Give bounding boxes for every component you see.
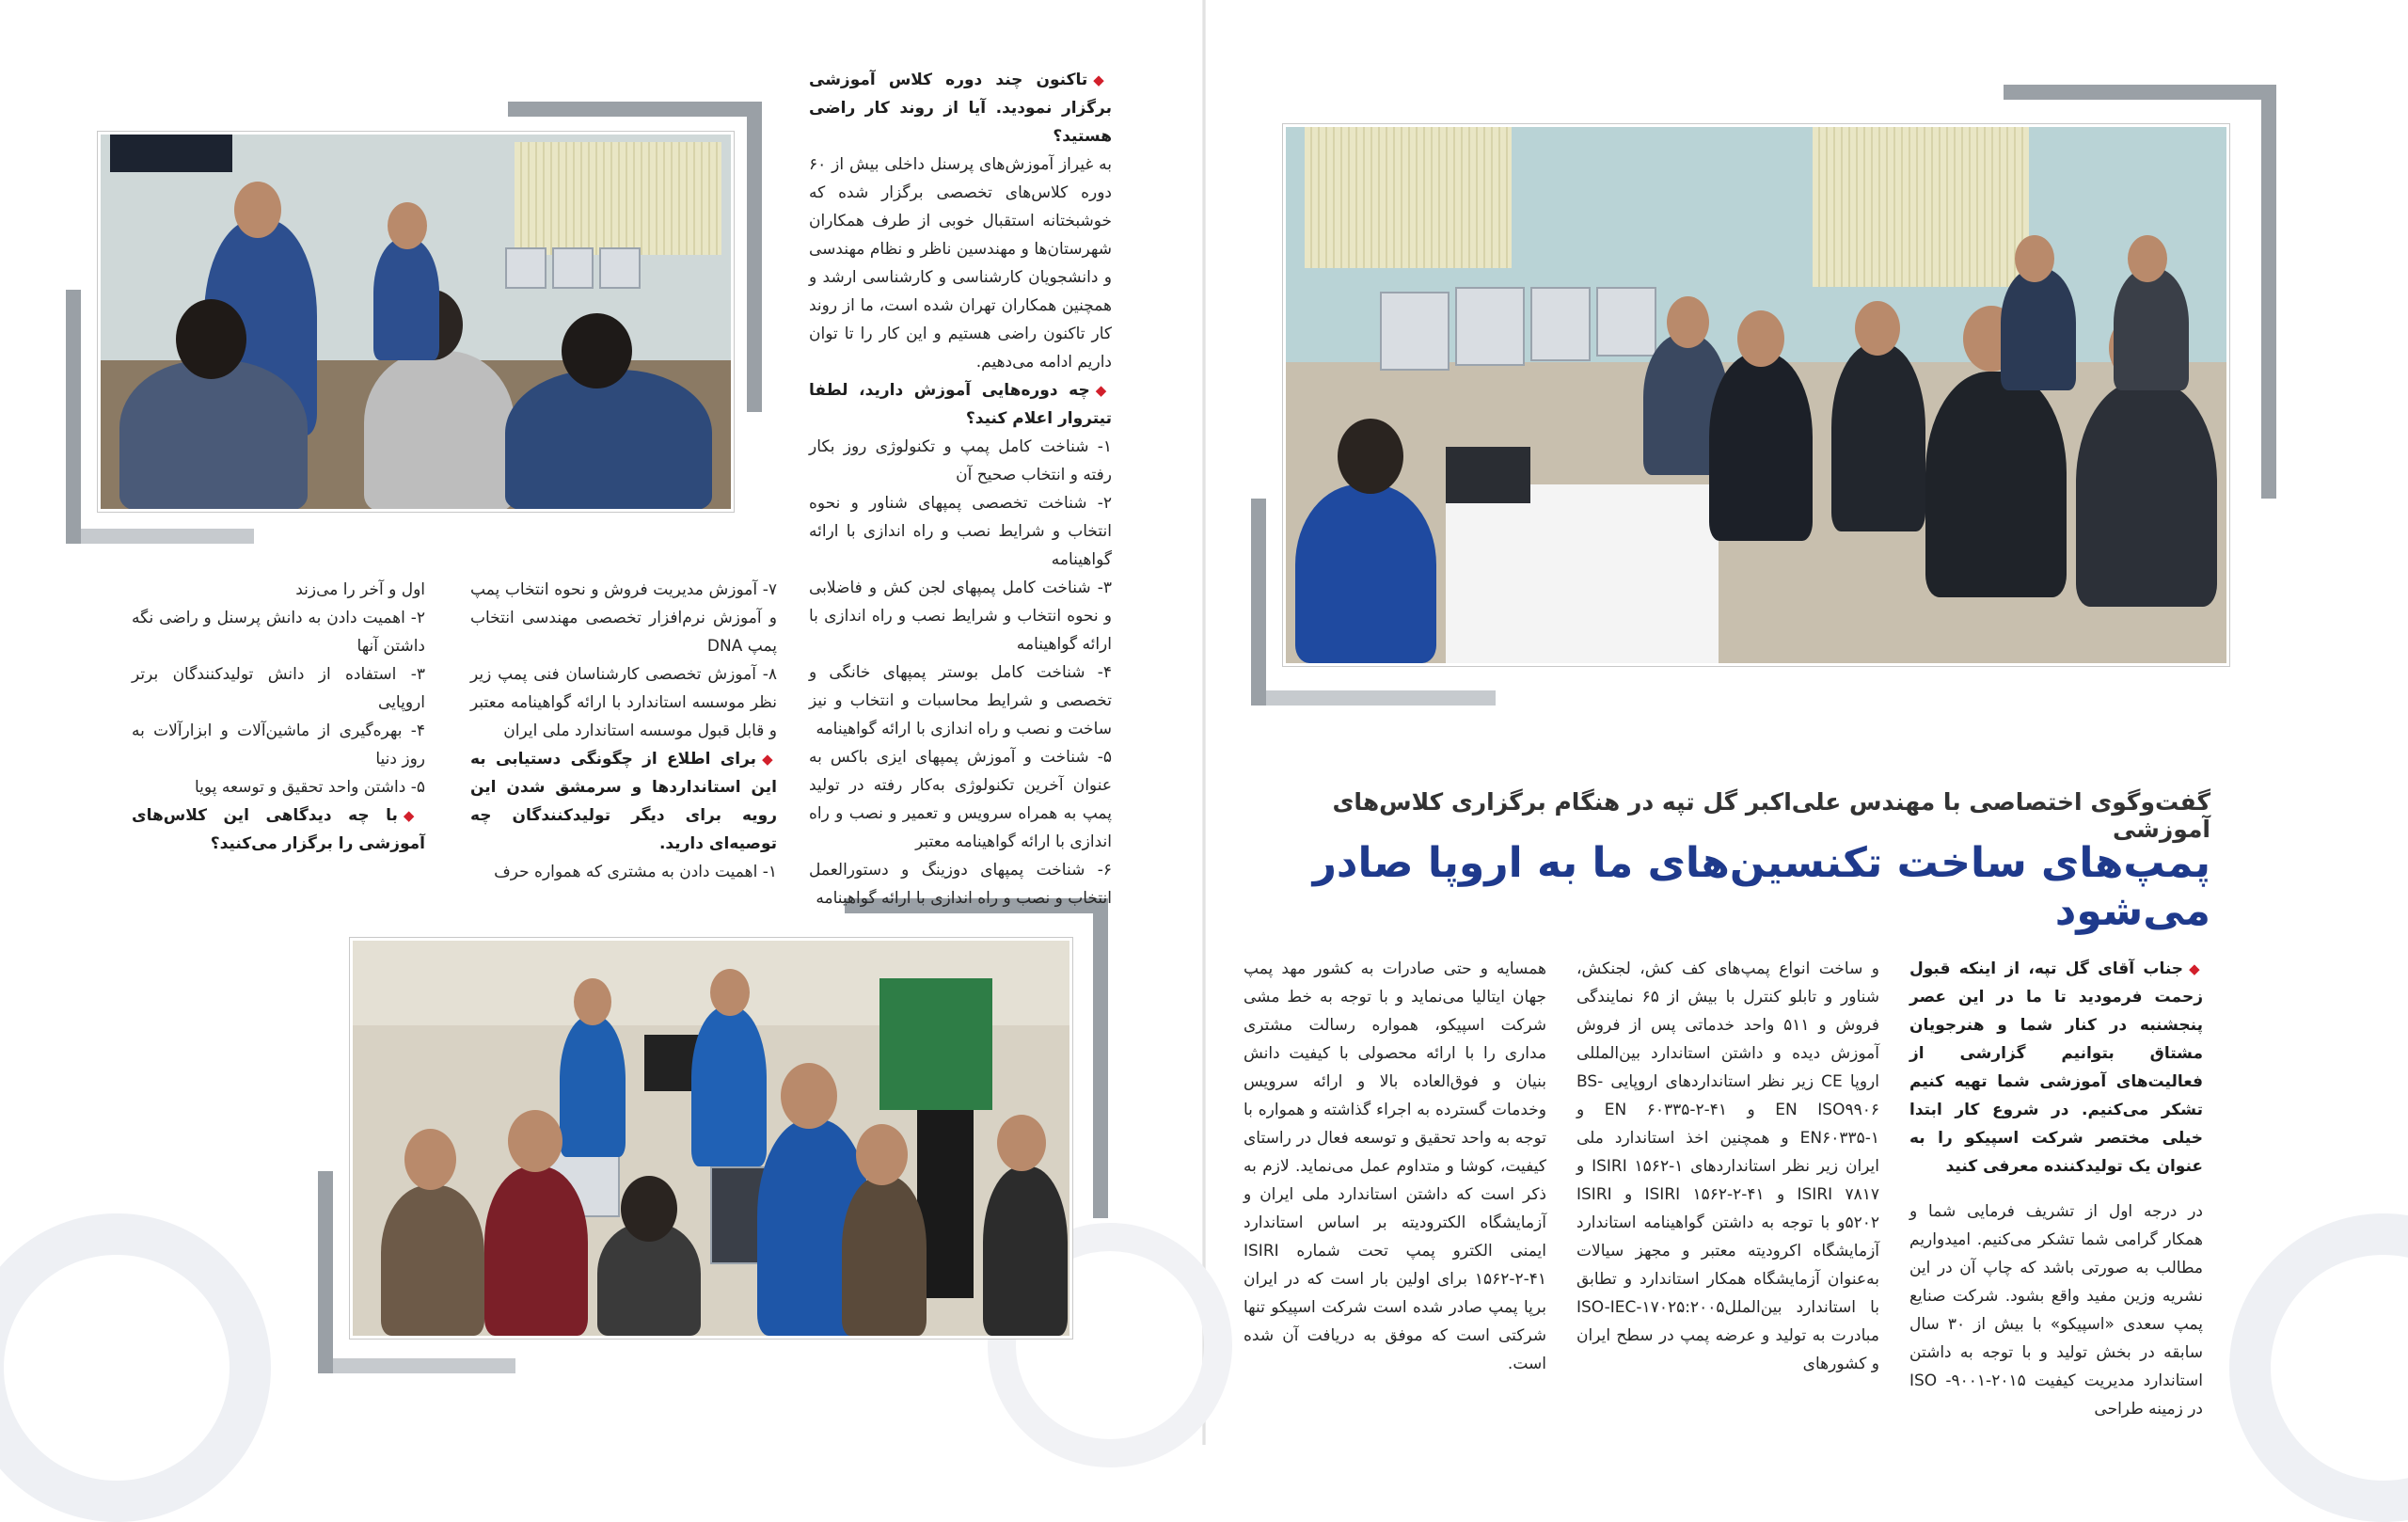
list-item: ۷- آموزش مدیریت فروش و نحوه انتخاب پمپ و آموزش نرم‌افزار تخصصی مهندسی انتخاب پمپ DNA — [470, 580, 777, 656]
list-item: ۱- شناخت کامل پمپ و تکنولوژی روز بکار رفته و انتخاب صحیح آن — [809, 437, 1112, 484]
answer-1: در درجه اول از تشریف فرمایی شما و همکار گرامی شما تشکر می‌کنیم. امیدواریم مطالب به صورتی باشد که چاپ آن در این نشریه وزین مفید واقع بشود. شرکت صنایع پمپ سعدی «اسپیکو» با بیش از ۳۰ سال سابقه در بخش تولید و با توجه به داشتن استاندارد مدیریت کیفیت ISO -۹۰۰۱-۲۰۱۵ در زمینه طراحی — [1909, 1202, 2204, 1419]
list-item: ۸- آموزش تخصصی کارشناسان فنی پمپ زیر نظر موسسه استاندارد با ارائه گواهینامه معتبر و قابل قبول موسسه استاندارد ملی ایران — [470, 665, 777, 740]
right-column-3: همسایه و حتی صادرات به کشور مهد پمپ جهان ایتالیا می‌نماید و با توجه به خط مشی شرکت اسپیکو، همواره رسالت مشتری مداری را با ارائه محصولی با کیفیت دانش بنیان و فوق‌العاده بالا و ارائه سرویس وخدمات گسترده به اجراء گذاشته و همواره با توجه به واحد تحقیق و توسعه فعال در راستای کیفیت، کوشا و متداوم عمل می‌نماید. لازم به ذکر است که داشتن استاندارد ملی ایران و آزمایشگاه الکترودیته بر اساس استاندارد ایمنی الکترو پمپ تحت شماره ISIRI ۱۵۶۲-۲-۴۱ برای اولین بار است که در ایران برپا پمپ صادر شده است شرکت اسپیکو تنها شرکتی است که موفق به دریافت آن شده است. — [1244, 959, 1546, 1373]
list-item: ۵- داشتن واحد تحقیق و توسعه پویا — [195, 778, 425, 797]
list-item: ۳- شناخت کامل پمپهای لجن کش و فاضلابی و نحوه انتخاب و شرایط نصب و راه اندازی با ارائه گواهینامه — [809, 579, 1112, 654]
article-headline: پمپ‌های ساخت تکنسین‌های ما به اروپا صادر می‌شود — [1312, 839, 2210, 935]
diamond-bullet-icon: ◆ — [403, 807, 425, 824]
photo-frame-2 — [1251, 85, 2276, 706]
list-item: ۳- استفاده از دانش تولیدکنندگان برتر اروپایی — [132, 665, 425, 712]
list-item: ۲- اهمیت دادن به دانش پرسنل و راضی نگه داشتن آنها — [132, 609, 425, 656]
left-column-a: ◆تاکنون چند دوره کلاس آموزشی برگزار نمودید. آیا از روند کار راضی هستید؟ به غیراز آموزش‌های پرسنل داخلی بیش از ۶۰ دوره کلاس‌های تخصصی برگزار شده که خوشبختانه استقبال خوبی از طرف همکاران شهرستان‌ها و مهندسین ناظر و نظام مهندسی و دانشجویان کارشناسی و کارشناسی ارشد و همچنین همکاران تهران شده است، ما از روند کار تاکنون راضی هستیم و این کار را تا توان داریم ادامه می‌دهیم. ◆چه دوره‌هایی آموزش دارید، لطفا تیتروار اعلام کنید؟ ۱- شناخت کامل پمپ و تکنولوژی روز بکار رفته و انتخاب صحیح آن ۲- شناخت تخصصی پمپهای شناور و نحوه انتخاب و شرایط نصب و راه اندازی با ارائه گواهینامه ۳- شناخت کامل پمپهای لجن کش و فاضلابی و نحوه انتخاب و شرایط نصب و راه اندازی با ارائه گواهینامه ۴- شناخت کامل بوستر پمپهای خانگی و تخصصی و شرایط محاسبات و انتخاب و نیز ساخت و نصب و راه اندازی با ارائه گواهینامه ۵- شناخت و آموزش پمپهای ایزی باکس به عنوان آخرین تکنولوژی به‌کار رفته در تولید پمپ به همراه سرویس و تعمیر و نصب و راه اندازی با ارائه گواهینامه معتبر ۶- شناخت پمپهای دوزینگ و دستورالعمل انتخاب و نصب و راه اندازی با ارائه گواهینامه — [809, 66, 1112, 912]
question-5: ◆با چه دیدگاهی این کلاس‌های آموزشی را برگزار می‌کنید؟ — [132, 806, 425, 853]
question-2: ◆تاکنون چند دوره کلاس آموزشی برگزار نمودید. آیا از روند کار راضی هستید؟ — [809, 71, 1112, 146]
list-item: ۱- اهمیت دادن به مشتری که همواره حرف — [494, 863, 777, 881]
right-column-1 — [1909, 955, 2203, 1423]
question-3: ◆چه دوره‌هایی آموزش دارید، لطفا تیتروار اعلام کنید؟ — [809, 381, 1112, 428]
article-subtitle: گفت‌وگوی اختصاصی با مهندس علی‌اکبر گل تپه در هنگام برگزاری کلاس‌های آموزشی — [1332, 788, 2210, 843]
left-column-b — [470, 576, 777, 886]
question-1: ◆جناب آقای گل تپه، از اینکه قبول زحمت فرمودید تا ما در این عصر پنجشنبه در کنار شما و هنرجویان مشتاق بتوانیم گزارشی از فعالیت‌های آموزشی شما تهیه کنیم تشکر می‌کنیم. در شروع کار ابتدا خیلی مختصر شرکت اسپیکو را به عنوان یک تولیدکننده معرفی کنید — [1909, 959, 2203, 1176]
diamond-bullet-icon: ◆ — [2189, 960, 2203, 977]
list-item: ۴- شناخت کامل بوستر پمپهای خانگی و تخصصی و شرایط محاسبات و انتخاب و نیز ساخت و نصب و راه اندازی با ارائه گواهینامه — [809, 663, 1112, 738]
gear-watermark-icon — [0, 1213, 271, 1522]
classroom-photo-1 — [98, 132, 734, 512]
list-item: ۵- شناخت و آموزش پمپهای ایزی باکس به عنوان آخرین تکنولوژی به‌کار رفته در تولید پمپ به همراه سرویس و تعمیر و نصب و راه اندازی با ارائه گواهینامه معتبر — [809, 748, 1112, 851]
diamond-bullet-icon: ◆ — [1093, 71, 1112, 88]
gear-watermark-icon — [2229, 1213, 2408, 1522]
list-item: اول و آخر را می‌زند — [295, 580, 425, 599]
question-4: ◆برای اطلاع از چگونگی دستیابی به این استانداردها و سرمشق شدن این رویه برای دیگر تولیدکنندگان چه توصیه‌ای دارید. — [470, 750, 777, 853]
list-item: ۲- شناخت تخصصی پمپهای شناور و نحوه انتخاب و شرایط نصب و راه اندازی با ارائه گواهینامه — [809, 494, 1112, 569]
page-spine — [1202, 0, 1206, 1445]
workshop-photo — [350, 938, 1072, 1339]
photo-frame-3 — [318, 898, 1108, 1373]
classroom-photo-2 — [1283, 124, 2229, 666]
list-item: ۶- شناخت پمپهای دوزینگ و دستورالعمل انتخاب و نصب و راه اندازی با ارائه گواهینامه — [809, 861, 1112, 908]
left-column-c — [132, 576, 425, 858]
diamond-bullet-icon: ◆ — [762, 751, 777, 768]
photo-frame-1 — [66, 102, 762, 544]
diamond-bullet-icon: ◆ — [1095, 382, 1112, 399]
list-item: ۴- بهره‌گیری از ماشین‌آلات و ابزارآلات به روز دنیا — [132, 721, 425, 769]
right-column-2: و ساخت انواع پمپ‌های کف کش، لجنکش، شناور و تابلو کنترل با بیش از ۶۵ نمایندگی فروش و ۵۱۱ واحد خدماتی پس از فروش آموزش دیده و داشتن استاندارد بین‌المللی اروپا CE زیر نظر استانداردهای اروپایی BS-EN ISO۹۹۰۶ و EN ۶۰۳۳۵-۲-۴۱ و EN۶۰۳۳۵-۱ و همچنین اخذ استاندارد ملی ایران زیر نظر استانداردهای ISIRI ۱۵۶۲-۱ و ISIRI ۷۸۱۷ و ISIRI ۱۵۶۲-۲-۴۱ و ISIRI ۵۲۰۲و با توجه به داشتن گواهینامه استاندارد آزمایشگاه اکرودیته معتبر و مجهز سیالات به‌عنوان آزمایشگاه همکار استاندارد و تطابق با استاندارد بین‌المللISO-IEC-۱۷۰۲۵:۲۰۰۵ مبادرت به تولید و عرضه پمپ در سطح ایران و کشورهای — [1576, 959, 1880, 1373]
